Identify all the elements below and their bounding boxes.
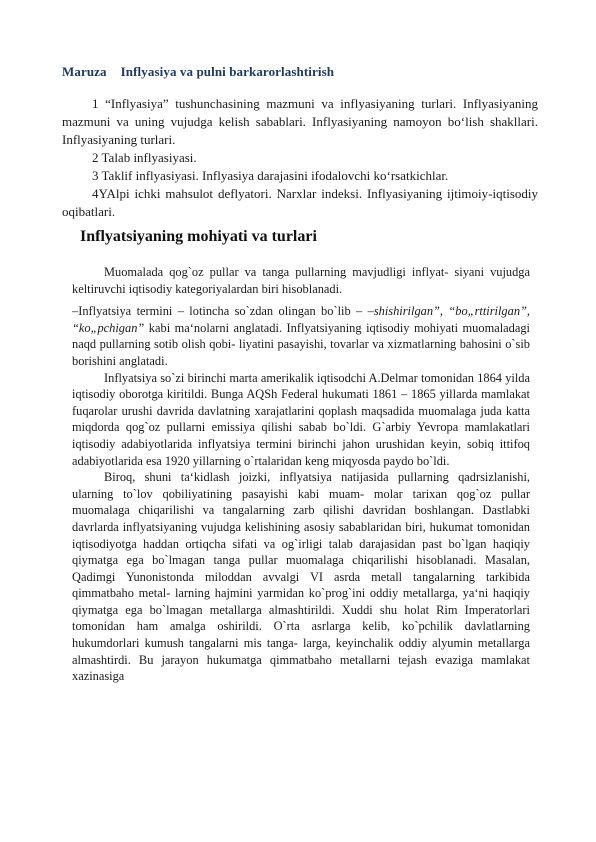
section-title: Inflyatsiyaning mohiyati va turlari [80, 228, 317, 245]
lecture-title: Inflyasiya va pulni barkarorlashtirish [120, 64, 335, 79]
paragraph: Inflyatsiya so`zi birinchi marta amerikalik iqtisodchi A.Delmar tomonidan 1864 yilda iqtisodiy oborotga kiritildi. Bunga AQSh Federal hukumati 1861 – 1865 yillarda mamlakat fuqarolar urushi davrida davlatning xarajatlarini qoplash maqsadida muomalaga juda katta miqdorda qog`oz pullarni emissiya qilishi sabab bo`ldi. G`arbiy Yevropa mamlakatlari iqtisodiy adabiyotlarida inflyatsiya termini birinchi jahon urushidan keyin, sobiq ittifoq adabiyotlarida esa 1920 yillarning o`rtalaridan keng miqyosda paydo bo`ldi. [72, 370, 530, 468]
paragraph: Muomalada qog`oz pullar va tanga pullarning mavjudligi inflyat- siyani vujudga keltiruvchi iqtisodiy kategoriyalardan biri hisoblanadi. [72, 265, 530, 296]
paragraph-italic-text: shishirilgan”, “bo„rttirilgan”, “ko„pchigan” [72, 304, 530, 335]
plan-item: 3 Taklif inflyasiyasi. Inflyasiya darajasini ifodalovchi ko‘rsatkichlar. [92, 168, 449, 183]
paragraph: Biroq, shuni ta‘kidlash joizki, inflyatsiya natijasida pullarning qadrsizlanishi, ularning to`lov qobiliyatining pasayishi kabi muam- molar tarixan qog`oz pullar muomalaga chiqarilishi va tangalarning zarb qilishi davridan boshlangan. Dastlabki davrlarda inflyatsiyaning vujudga kelishining asosiy sabablaridan biri, hukumat tomonidan iqtisodiyotga haddan ortiqcha sifati va og`irligi talab darajasidan past bo`lgan haqiqiy qiymatga ega bo`lmagan tanga pullar muomalaga chiqarilishi hisoblanadi. Masalan, Qadimgi Yunonistonda miloddan avvalgi VI asrda metall tangalarning tarkibida qimmatbaho metal- larning hajmini yarmidan ko`prog`ini oddiy metallarga, ya‘ni haqiqiy qiymatga ega bo`lmagan metallarga almashtirildi. Xuddi shu holat Rim Imperatorlari tomonidan ham amalga oshirildi. O`rta asrlarga kelib, ko`pchilik davlatlarning hukumdorlari kumush tangalarni mis tanga- larga, keyinchalik oddiy alyumin metallarga almashtirdi. Bu jarayon hukumatga qimmatbaho metallarni tejash evaziga mamlakat xazinasiga [72, 470, 530, 684]
body-text [72, 264, 530, 685]
lecture-plan [62, 95, 538, 221]
lecture-header [62, 64, 334, 80]
lecture-label: Maruza [62, 64, 107, 79]
plan-item: 4YAlpi ichki mahsulot deflyatori. Narxlar indeksi. Inflyasiyaning ijtimoiy-iqtisodiy oqibatlari. [62, 186, 538, 219]
paragraph-text: –Inflyatsiya termini – lotincha so`zdan olingan bo`lib – – [72, 304, 374, 319]
plan-item: 2 Talab inflyasiyasi. [92, 150, 197, 165]
paragraph-text: kabi ma‘nolarni anglatadi. Inflyatsiyaning iqtisodiy mohiyati muomaladagi naqd pullarning sotib olish qobi- liyatini pasayishi, tovarlar va xizmatlarning bahosini o`sib borishini anglatadi. [72, 320, 530, 368]
paragraph [72, 303, 530, 369]
plan-item: 1 “Inflyasiya” tushunchasining mazmuni va inflyasiyaning turlari. Inflyasiyaning mazmuni va uning vujudga kelish sabablari. Inflyasiyaning namoyon bo‘lish shakllari. Inflyasiyaning turlari. [62, 96, 538, 147]
